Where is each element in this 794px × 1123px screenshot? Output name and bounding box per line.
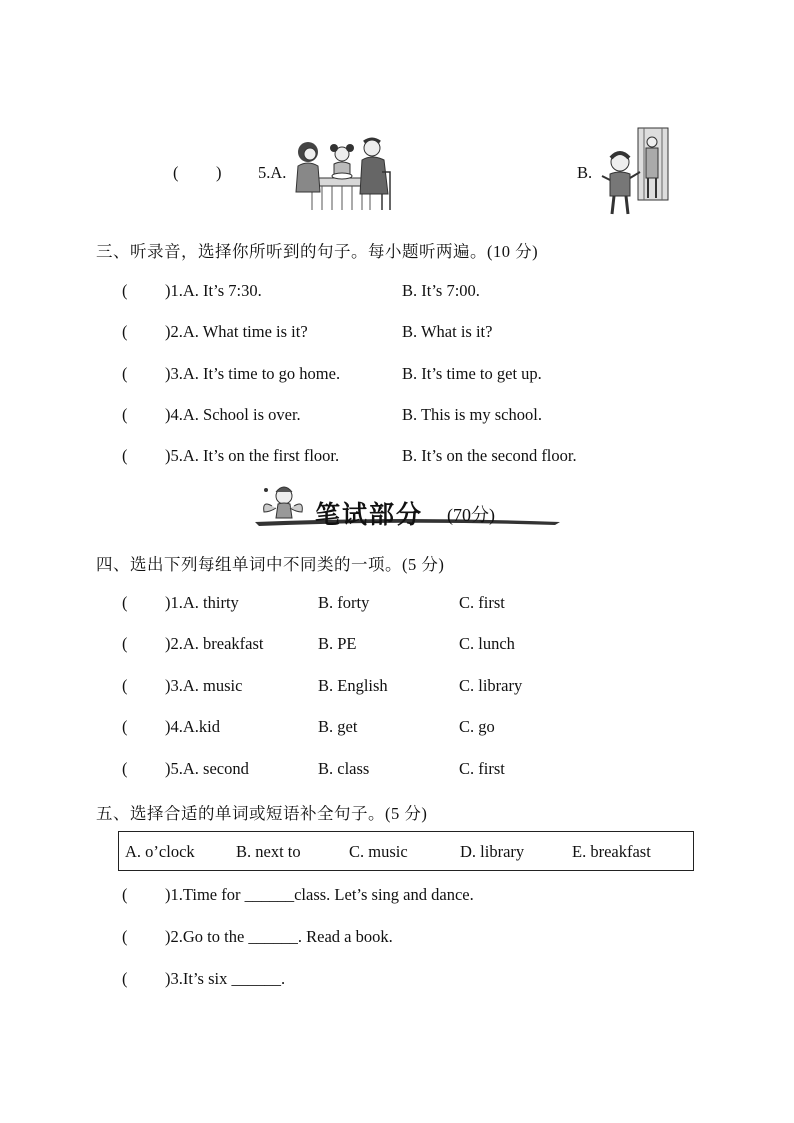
banner-title: 笔试部分 — [315, 500, 424, 529]
answer-paren-open: ( — [173, 163, 179, 182]
option-b: B. It’s on the second floor. — [402, 446, 577, 465]
answer-paren: ( — [122, 405, 128, 424]
option-a: )4.A.kid — [165, 717, 220, 736]
option-a: )2.A. breakfast — [165, 634, 264, 653]
fill-blank-sentence: )1.Time for ______class. Let’s sing and dance. — [165, 885, 474, 904]
option-b: B. class — [318, 759, 370, 778]
option-b: B. get — [318, 717, 358, 736]
option-a: )3.A. It’s time to go home. — [165, 364, 341, 383]
answer-paren: ( — [122, 969, 128, 988]
option-c: C. go — [459, 717, 495, 736]
section-5-heading: 五、选择合适的单词或短语补全句子。(5 分) — [96, 804, 428, 823]
answer-paren: ( — [122, 676, 128, 695]
fairy-mascot-icon — [258, 482, 308, 526]
word-bank-option: D. library — [460, 842, 525, 861]
option-a: )1.A. thirty — [165, 593, 239, 612]
answer-paren: ( — [122, 364, 128, 383]
option-b: B. It’s 7:00. — [402, 281, 480, 300]
answer-paren: ( — [122, 593, 128, 612]
answer-paren: ( — [122, 927, 128, 946]
option-a: )5.A. It’s on the first floor. — [165, 446, 340, 465]
option-a: )5.A. second — [165, 759, 249, 778]
answer-paren: ( — [122, 634, 128, 653]
option-b-label: B. — [577, 163, 593, 182]
answer-paren: ( — [122, 717, 128, 736]
word-bank-option: C. music — [349, 842, 408, 861]
family-dinner-illustration — [292, 132, 392, 212]
answer-paren: ( — [122, 322, 128, 341]
section-4-heading: 四、选出下列每组单词中不同类的一项。(5 分) — [96, 555, 445, 574]
answer-paren-close: ) — [216, 163, 222, 182]
word-bank-option: E. breakfast — [572, 842, 651, 861]
answer-paren: ( — [122, 885, 128, 904]
question-number-5a: 5.A. — [258, 163, 287, 182]
answer-paren: ( — [122, 281, 128, 300]
option-b: B. PE — [318, 634, 357, 653]
option-b: B. This is my school. — [402, 405, 542, 424]
option-b: B. English — [318, 676, 388, 695]
answer-paren: ( — [122, 446, 128, 465]
option-b: B. What is it? — [402, 322, 493, 341]
answer-paren: ( — [122, 759, 128, 778]
option-a: )1.A. It’s 7:30. — [165, 281, 262, 300]
option-c: C. first — [459, 759, 505, 778]
option-c: C. library — [459, 676, 523, 695]
option-a: )4.A. School is over. — [165, 405, 301, 424]
boy-waving-illustration — [600, 126, 670, 218]
fill-blank-sentence: )3.It’s six ______. — [165, 969, 286, 988]
option-c: C. first — [459, 593, 505, 612]
word-bank-option: B. next to — [236, 842, 301, 861]
option-b: B. forty — [318, 593, 370, 612]
section-3-heading: 三、听录音，选择你所听到的句子。每小题听两遍。(10 分) — [96, 242, 539, 261]
option-b: B. It’s time to get up. — [402, 364, 542, 383]
word-bank-option: A. o’clock — [125, 842, 195, 861]
banner-score: (70分) — [447, 505, 495, 525]
word-bank-box — [118, 831, 694, 871]
option-c: C. lunch — [459, 634, 515, 653]
option-a: )2.A. What time is it? — [165, 322, 308, 341]
fill-blank-sentence: )2.Go to the ______. Read a book. — [165, 927, 393, 946]
option-a: )3.A. music — [165, 676, 243, 695]
